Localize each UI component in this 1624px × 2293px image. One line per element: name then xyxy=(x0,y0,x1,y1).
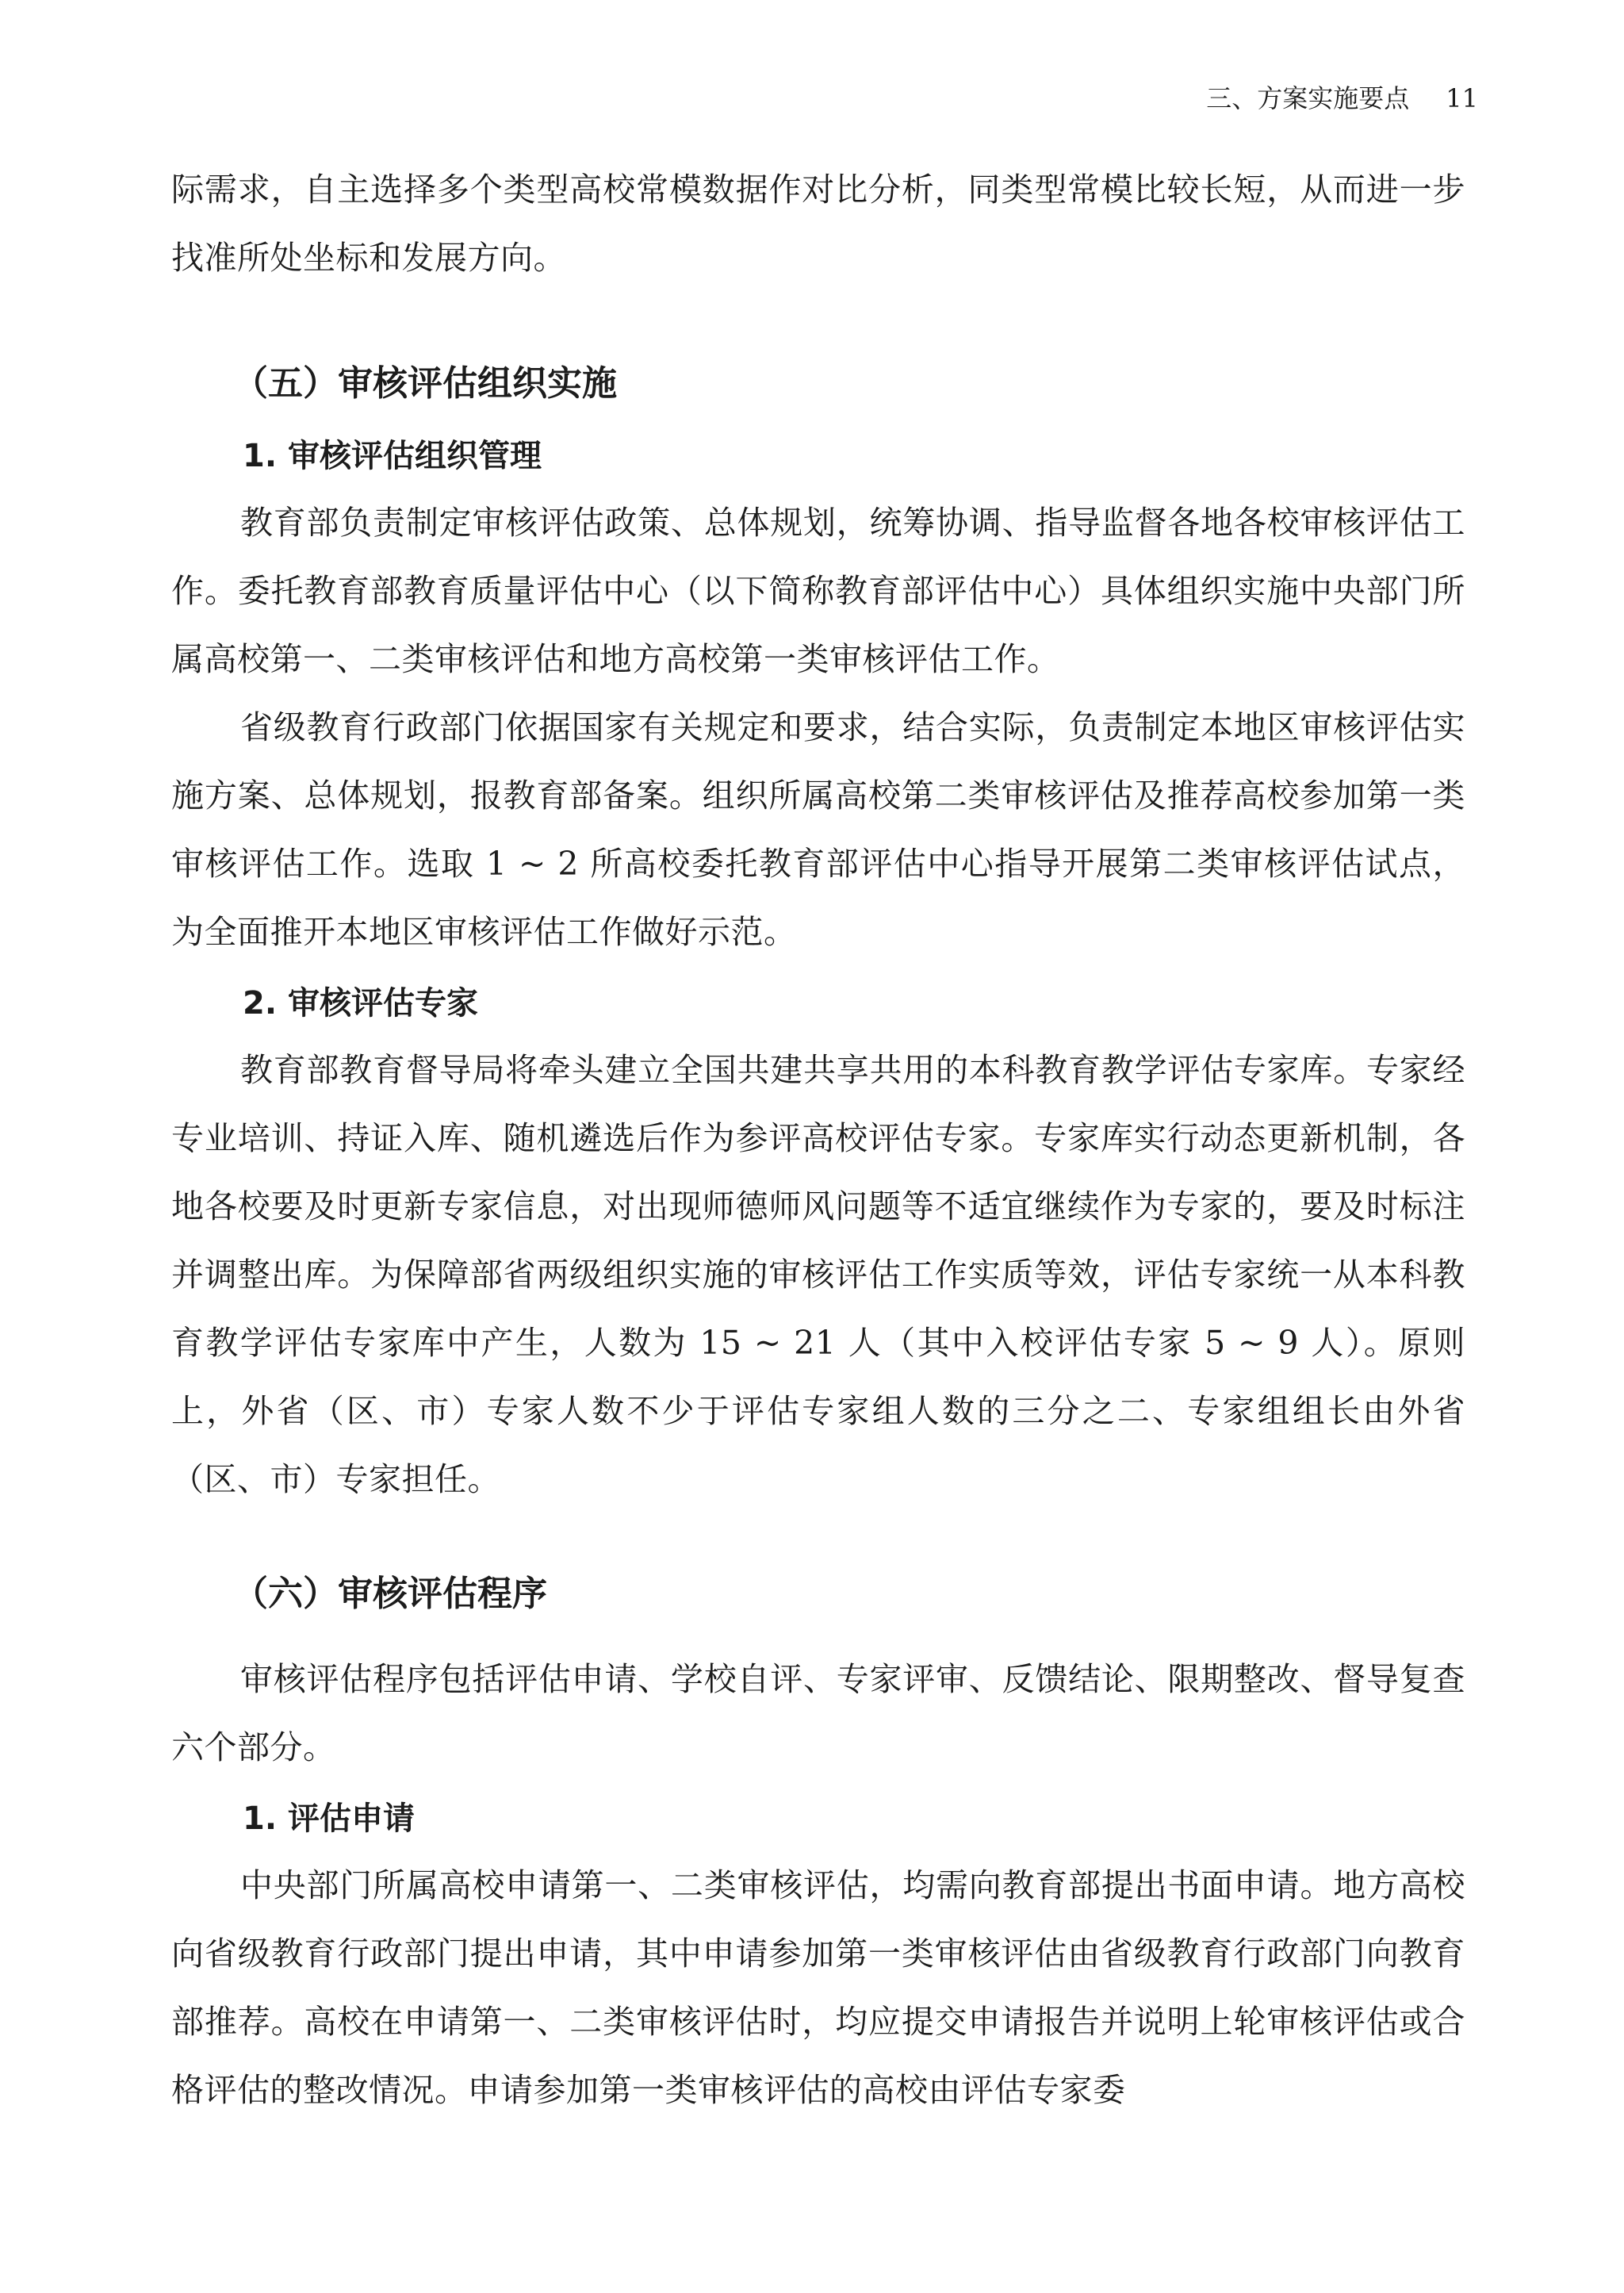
subheading-evaluation-application: 1. 评估申请 xyxy=(243,1800,415,1837)
running-header xyxy=(1206,82,1478,114)
paragraph: 审核评估程序包括评估申请、学校自评、专家评审、反馈结论、限期整改、督导复查六个部分。 xyxy=(171,1660,1465,1766)
body-text xyxy=(171,155,1465,2124)
section-heading-six: （六）审核评估程序 xyxy=(233,1574,547,1614)
paragraph-continued: 际需求，自主选择多个类型高校常模数据作对比分析，同类型常模比较长短，从而进一步找准所处坐标和发展方向。 xyxy=(171,171,1465,277)
paragraph: 教育部教育督导局将牵头建立全国共建共享共用的本科教育教学评估专家库。专家经专业培训、持证入库、随机遴选后作为参评高校评估专家。专家库实行动态更新机制，各地各校要及时更新专家信息，对出现师德师风问题等不适宜继续作为专家的，要及时标注并调整出库。为保障部省两级组织实施的审核评估工作实质等效，评估专家统一从本科教育教学评估专家库中产生，人数为 15 ~ 21 人（其中入校评估专家 5 ~ 9 人）。原则上，外省（区、市）专家人数不少于评估专家组人数的三分之二、专家组组长由外省（区、市）专家担任。 xyxy=(171,1051,1465,1498)
paragraph: 教育部负责制定审核评估政策、总体规划，统筹协调、指导监督各地各校审核评估工作。委托教育部教育质量评估中心（以下简称教育部评估中心）具体组织实施中央部门所属高校第一、二类审核评估和地方高校第一类审核评估工作。 xyxy=(171,504,1465,678)
subheading-review-experts: 2. 审核评估专家 xyxy=(243,985,478,1022)
paragraph: 中央部门所属高校申请第一、二类审核评估，均需向教育部提出书面申请。地方高校向省级教育行政部门提出申请，其中申请参加第一类审核评估由省级教育行政部门向教育部推荐。高校在申请第一、二类审核评估时，均应提交申请报告并说明上轮审核评估或合格评估的整改情况。申请参加第一类审核评估的高校由评估专家委 xyxy=(171,1866,1465,2109)
header-section-title: 三、方案实施要点 xyxy=(1206,83,1410,113)
subheading-organization-management: 1. 审核评估组织管理 xyxy=(243,438,542,474)
paragraph: 省级教育行政部门依据国家有关规定和要求，结合实际，负责制定本地区审核评估实施方案、总体规划，报教育部备案。组织所属高校第二类审核评估及推荐高校参加第一类审核评估工作。选取 1 ~ 2 所高校委托教育部评估中心指导开展第二类审核评估试点，为全面推开本地区审核评估工作做好示范。 xyxy=(171,708,1465,951)
page-number: 11 xyxy=(1446,83,1478,113)
section-heading-five: （五）审核评估组织实施 xyxy=(233,363,617,404)
